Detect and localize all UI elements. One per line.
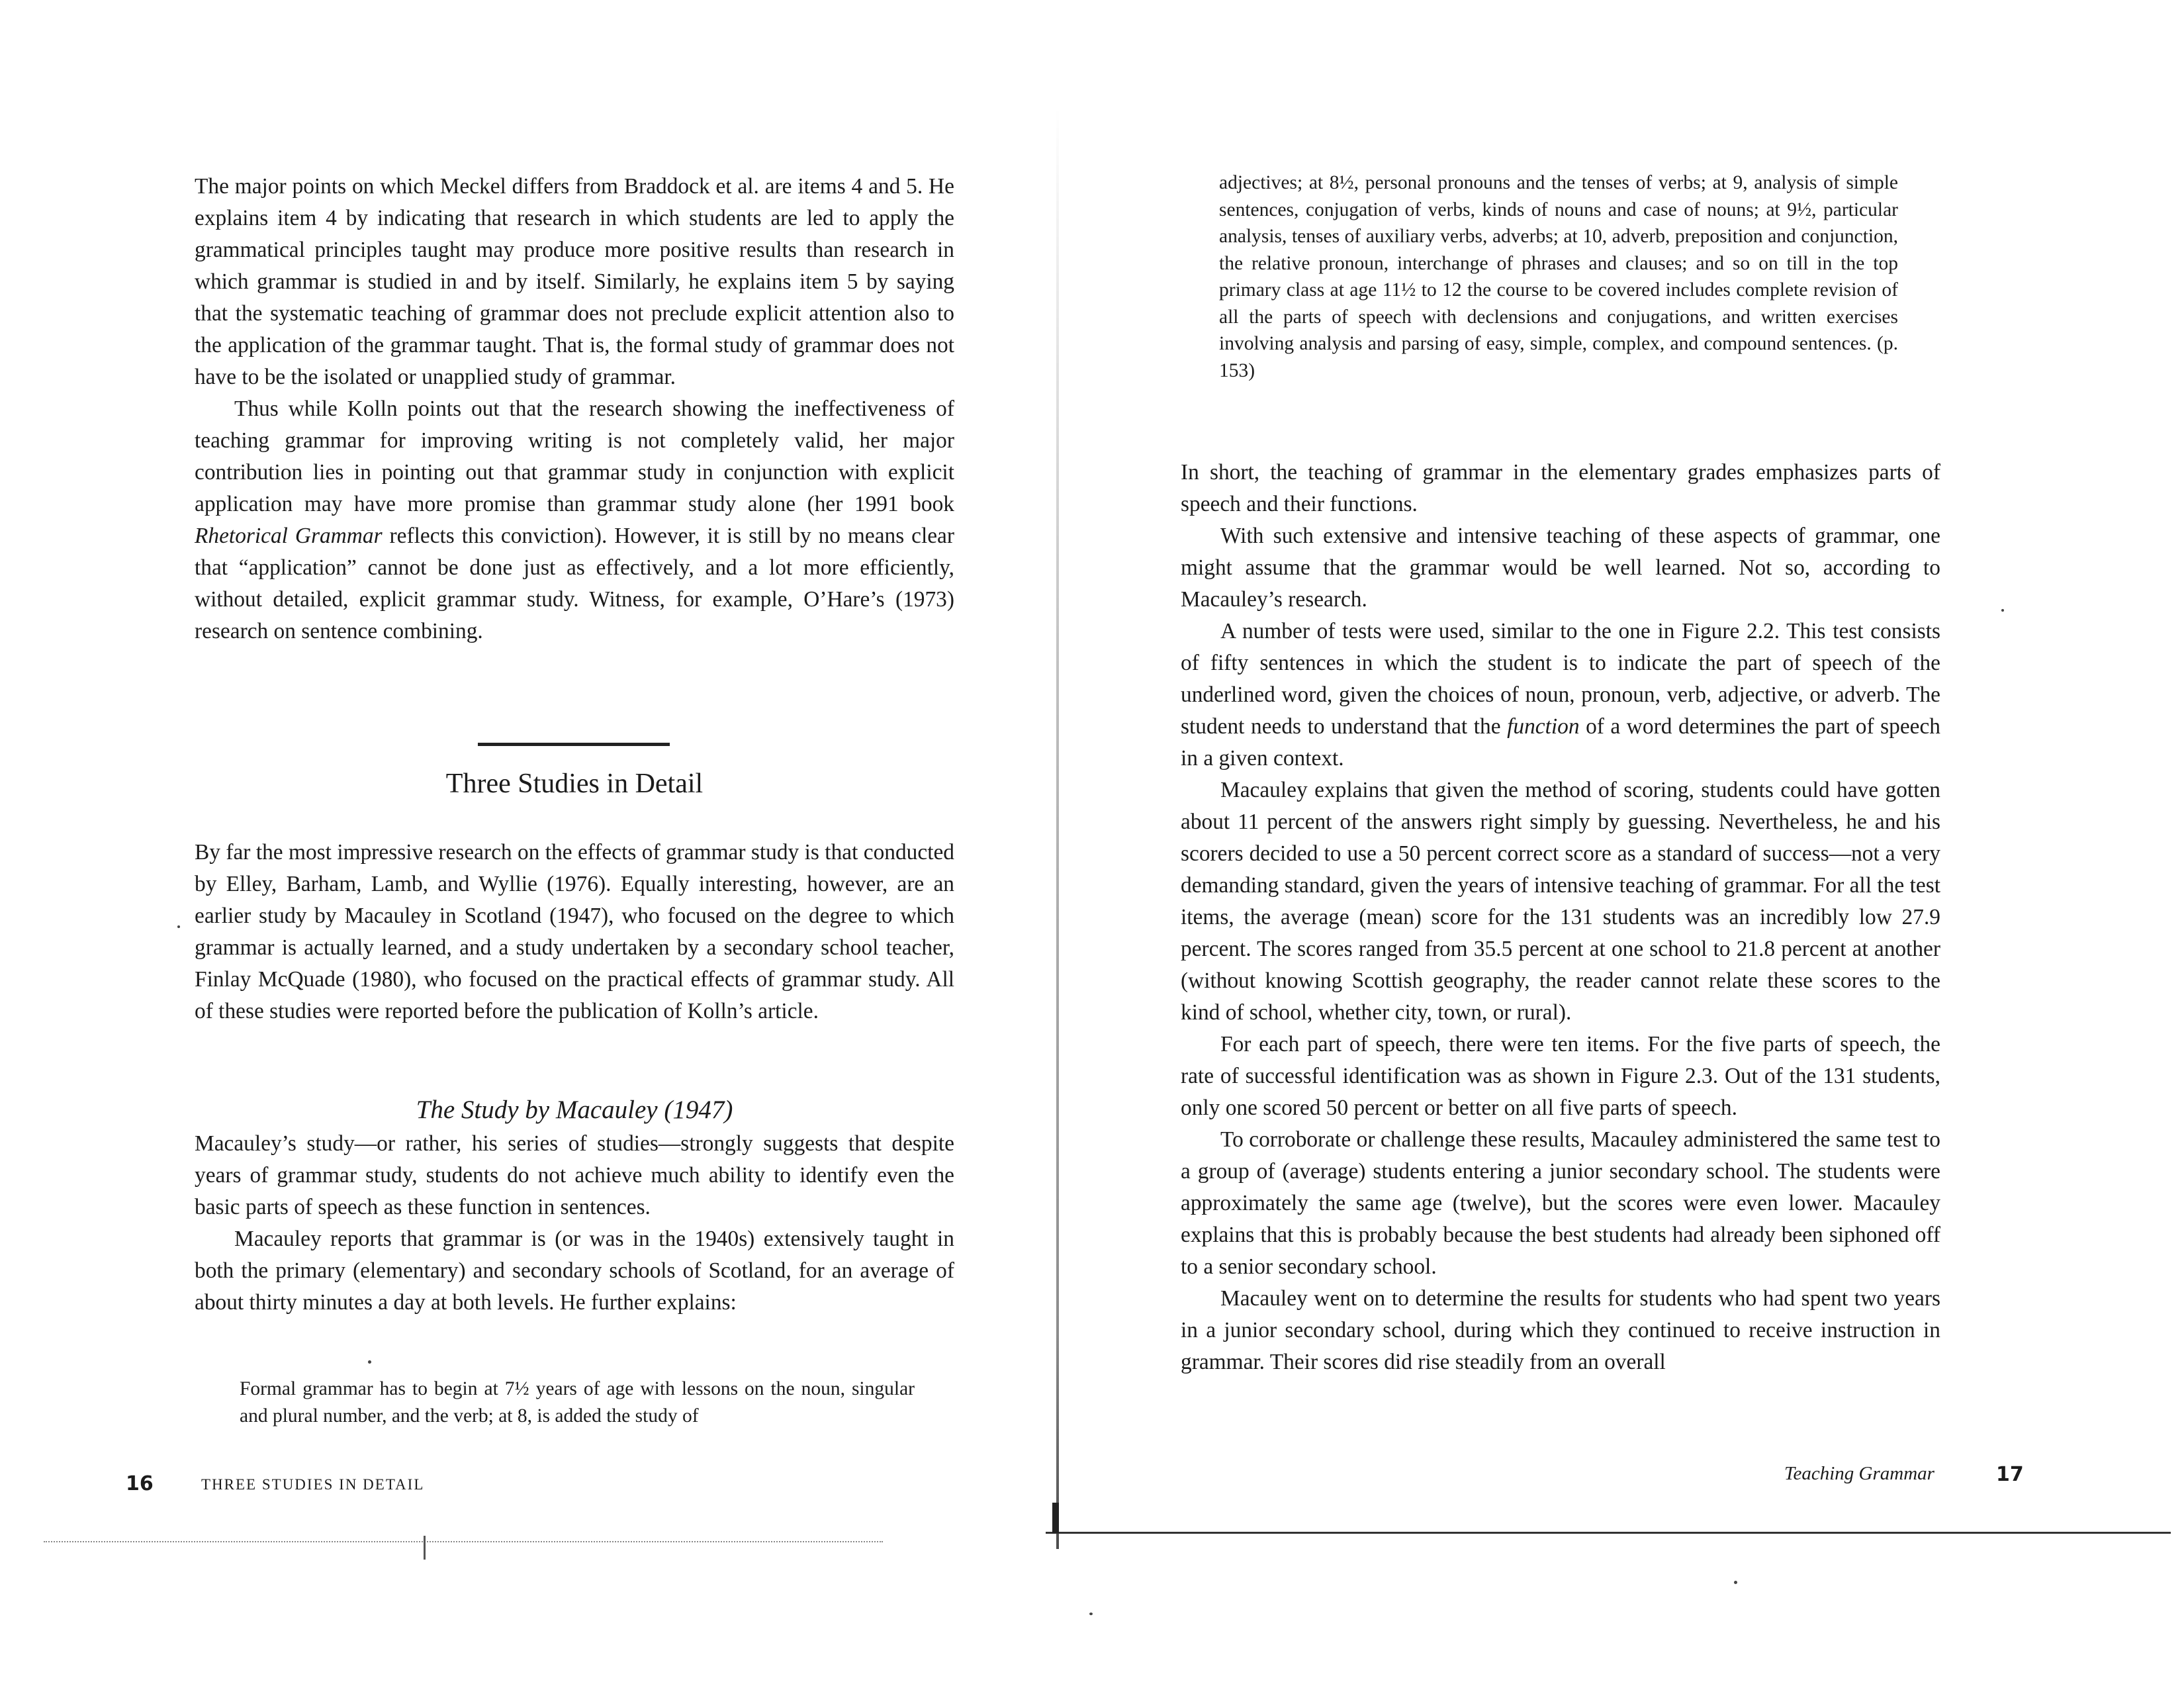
running-head-left: THREE STUDIES IN DETAIL xyxy=(201,1476,425,1493)
paragraph-kolln-text-2: reflects this conviction). However, it is still by no means clear that “application” cannot be done just as effectively, and a lot more efficiently, without detailed, explicit grammar study. Witness, for example, O’Hare’s (1973) research on sentence combining. xyxy=(195,524,954,643)
paragraph-junior-secondary: Macauley went on to determine the results for students who had spent two years in a junior secondary school, during which they continued to receive instruction in grammar. Their scores did rise steadily from an overall xyxy=(1181,1286,1940,1374)
paragraph-macauley-2: Macauley reports that grammar is (or was in the 1940s) extensively taught in both the primary (elementary) and secondary schools of Scotland, for an average of about thirty minutes a day at both levels. He further explains: xyxy=(195,1227,954,1315)
paragraph-tests-text-1: A number of tests were used, similar to the one in Figure 2.2. This test consists of fifty sentences in which the student is to indicate the part of speech of the underlined word, given the choices of noun, pronoun, verb, adjective, or adverb. The student needs to understand that the xyxy=(1181,619,1940,739)
section-heading: Three Studies in Detail xyxy=(445,769,704,799)
sub-heading-macauley: The Study by Macauley (1947) xyxy=(416,1096,733,1124)
paragraph-scoring: Macauley explains that given the method of scoring, students could have gotten about 11 percent of the answers right simply by guessing. Nevertheless, he and his scorers decided to use a 50 percent correct score as a standard of success—not a very demanding standard, given the years of intensive teaching of grammar. For all the test items, the average (mean) score for the 131 students was an incredibly low 27.9 percent. The scores ranged from 35.5 percent at one school to 21.8 percent at another (without knowing Scottish geography, the reader cannot relate these scores to the kind of school, whether city, town, or rural). xyxy=(1181,778,1940,1025)
paragraph-parts-of-speech: For each part of speech, there were ten items. For the five parts of speech, the rate of successful identification was as shown in Figure 2.3. Out of the 131 students, only one scored 50 percent or better on all five parts of speech. xyxy=(1181,1032,1940,1120)
scan-mark-gutter xyxy=(1052,1503,1059,1533)
left-page-body xyxy=(195,171,954,647)
left-page xyxy=(0,0,1059,1688)
page-number-right: 17 xyxy=(1996,1463,2024,1486)
italic-function: function xyxy=(1507,714,1580,739)
section-intro xyxy=(195,837,954,1027)
scan-speck xyxy=(368,1360,371,1364)
scan-speck xyxy=(1734,1581,1737,1584)
scan-speck xyxy=(177,925,180,928)
scan-mark-left xyxy=(424,1536,426,1560)
paragraph-section-intro: By far the most impressive research on the effects of grammar study is that conducted by Elley, Barham, Lamb, and Wyllie (1976). Equally interesting, however, are an earlier study by Macauley in Scotland (1947), who focused on the degree to which grammar is actually learned, and a study undertaken by a secondary school teacher, Finlay McQuade (1980), who focused on the practical effects of grammar study. All of these studies were reported before the publication of Kolln’s article. xyxy=(195,840,954,1023)
quote-text-continued: adjectives; at 8½, personal pronouns and the tenses of verbs; at 9, analysis of simple sentences, conjugation of verbs, kinds of nouns and case of nouns; at 9½, particular analysis, tenses of auxiliary verbs, adverbs; at 10, adverb, preposition and conjunction, the relative pronoun, interchange of phrases and clauses; and so on till in the top primary class at age 11½ to 12 the course to be covered includes complete revision of all the parts of speech with declensions and conjugations, and written exercises involving analysis and parsing of easy, simple, complex, and compound sentences. (p. 153) xyxy=(1219,172,1898,381)
paragraph-macauley-1: Macauley’s study—or rather, his series of studies—strongly suggests that despite years of grammar study, students do not achieve much ability to identify even the basic parts of speech as these function in sentences. xyxy=(195,1131,954,1219)
paragraph-tests-text-2: of a word determines the part of speech in a given context. xyxy=(1181,714,1940,771)
book-title: Rhetorical Grammar xyxy=(195,524,383,548)
scan-speck xyxy=(1089,1613,1093,1615)
paragraph-kolln-text-1: Thus while Kolln points out that the research showing the ineffectiveness of teaching grammar for improving writing is not completely valid, her major contribution lies in pointing out that grammar study in conjunction with explicit application may have more promise than grammar study alone (her 1991 book xyxy=(195,397,954,516)
block-quote-continued xyxy=(1219,169,1898,384)
paragraph-corroborate: To corroborate or challenge these results, Macauley administered the same test to a group of (average) students entering a junior secondary school. The students were approximately the same age (twelve), but the scores were even lower. Macauley explains that this is probably because the best students had already been siphoned off to a senior secondary school. xyxy=(1181,1127,1940,1279)
page-number-left: 16 xyxy=(126,1472,154,1495)
scan-line-left xyxy=(44,1541,883,1542)
paragraph-tests xyxy=(1181,616,1940,774)
scan-line-right xyxy=(1046,1532,2171,1534)
paragraph-meckel: The major points on which Meckel differs from Braddock et al. are items 4 and 5. He explains item 4 by indicating that research in which students are led to apply the grammatical principles taught may produce more positive results than research in which grammar is studied in and by itself. Similarly, he explains item 5 by saying that the systematic teaching of grammar does not preclude explicit attention also to the application of the grammar taught. That is, the formal study of grammar does not have to be the isolated or unapplied study of grammar. xyxy=(195,174,954,389)
paragraph-extensive-teaching: With such extensive and intensive teaching of these aspects of grammar, one might assume that the grammar would be well learned. Not so, according to Macauley’s research. xyxy=(1181,524,1940,612)
section-divider-rule xyxy=(478,743,670,746)
block-quote-start xyxy=(240,1376,915,1429)
macauley-section-body xyxy=(195,1128,954,1319)
scan-speck xyxy=(2001,609,2004,612)
paragraph-in-short: In short, the teaching of grammar in the elementary grades emphasizes parts of speech and their functions. xyxy=(1181,460,1940,516)
running-head-right: Teaching Grammar xyxy=(1784,1463,1934,1484)
right-page-body xyxy=(1181,457,1940,1378)
paragraph-kolln xyxy=(195,393,954,647)
quote-text-start: Formal grammar has to begin at 7½ years of age with lessons on the noun, singular and plural number, and the verb; at 8, is added the study of xyxy=(240,1378,915,1427)
